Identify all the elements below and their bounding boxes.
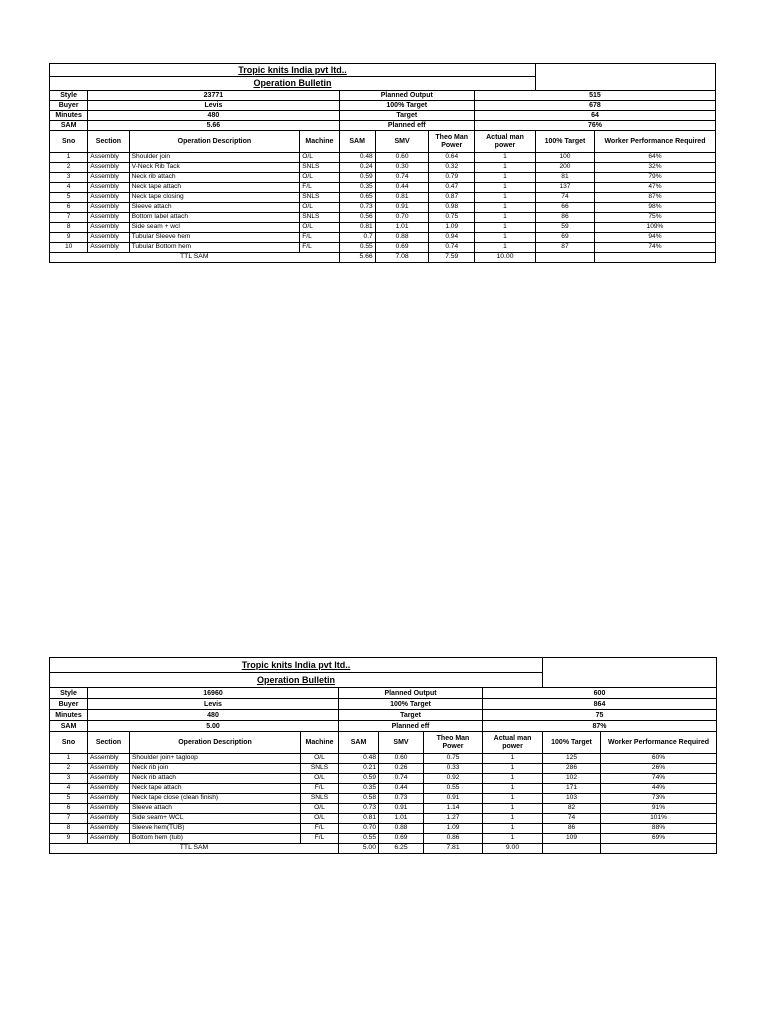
column-header: Sno — [50, 732, 88, 754]
target-100-cell: 286 — [543, 764, 601, 774]
actual-man-power-cell: 1 — [474, 183, 535, 193]
buyer-label: Buyer — [50, 101, 88, 111]
target-100-cell: 87 — [536, 243, 595, 253]
section-cell: Assembly — [88, 804, 130, 814]
worker-performance-cell: 75% — [594, 213, 715, 223]
company-name: Tropic knits India pvt ltd.. — [50, 658, 543, 673]
sam-cell: 0.73 — [339, 203, 375, 213]
worker-performance-cell: 94% — [594, 233, 715, 243]
section-cell: Assembly — [88, 233, 129, 243]
operation-description-cell: Side seam + wcl — [129, 223, 300, 233]
target-100-cell: 74 — [543, 814, 601, 824]
operation-row — [50, 243, 716, 253]
section-cell: Assembly — [88, 834, 130, 844]
total-actual-man-power: 9.00 — [483, 844, 543, 854]
operation-description-cell: Sleeve attach — [130, 804, 301, 814]
target-100-cell: 59 — [536, 223, 595, 233]
smv-cell: 0.91 — [375, 203, 429, 213]
planned-eff-value: 87% — [483, 721, 717, 732]
machine-cell: O/L — [300, 203, 339, 213]
actual-man-power-cell: 1 — [483, 754, 543, 764]
operation-description-cell: Sleeve attach — [129, 203, 300, 213]
operation-description-cell: Neck rib attach — [129, 173, 300, 183]
column-header: Machine — [300, 131, 339, 153]
sno-cell: 8 — [50, 223, 88, 233]
total-blank-cell — [543, 844, 601, 854]
machine-cell: F/L — [300, 243, 339, 253]
machine-cell: SNLS — [301, 764, 339, 774]
worker-performance-cell: 26% — [601, 764, 717, 774]
machine-cell: SNLS — [300, 213, 339, 223]
target-100-value: 678 — [474, 101, 715, 111]
sam-cell: 0.56 — [339, 213, 375, 223]
smv-cell: 0.44 — [375, 183, 429, 193]
theo-man-power-cell: 0.75 — [429, 213, 475, 223]
total-blank-cell — [601, 844, 717, 854]
actual-man-power-cell: 1 — [474, 223, 535, 233]
planned-output-label: Planned Output — [339, 688, 483, 699]
actual-man-power-cell: 1 — [483, 814, 543, 824]
operation-description-cell: Neck rib join — [130, 764, 301, 774]
worker-performance-cell: 79% — [594, 173, 715, 183]
column-header: Sno — [50, 131, 88, 153]
operation-row — [50, 223, 716, 233]
operation-description-cell: Neck rib attach — [130, 774, 301, 784]
target-100-label: 100% Target — [339, 699, 483, 710]
total-blank-cell — [594, 253, 715, 263]
smv-cell: 0.60 — [375, 153, 429, 163]
worker-performance-cell: 73% — [601, 794, 717, 804]
machine-cell: F/L — [300, 233, 339, 243]
total-actual-man-power: 10.00 — [474, 253, 535, 263]
sam-cell: 0.35 — [339, 784, 379, 794]
column-header: Worker Performance Required — [594, 131, 715, 153]
planned-output-value: 515 — [474, 91, 715, 101]
smv-cell: 1.01 — [379, 814, 424, 824]
machine-cell: O/L — [300, 223, 339, 233]
smv-cell: 0.44 — [379, 784, 424, 794]
sno-cell: 6 — [50, 804, 88, 814]
smv-cell: 0.69 — [375, 243, 429, 253]
theo-man-power-cell: 0.91 — [424, 794, 483, 804]
operation-row — [50, 834, 717, 844]
theo-man-power-cell: 0.98 — [429, 203, 475, 213]
worker-performance-cell: 47% — [594, 183, 715, 193]
actual-man-power-cell: 1 — [474, 203, 535, 213]
section-cell: Assembly — [88, 163, 129, 173]
buyer-label: Buyer — [50, 699, 88, 710]
sno-cell: 2 — [50, 764, 88, 774]
smv-cell: 0.69 — [379, 834, 424, 844]
theo-man-power-cell: 0.74 — [429, 243, 475, 253]
operation-description-cell: Bottom hem (tub) — [130, 834, 301, 844]
operation-description-cell: Neck tape attach — [129, 183, 300, 193]
column-header: 100% Target — [536, 131, 595, 153]
operation-row — [50, 233, 716, 243]
operation-row — [50, 824, 717, 834]
operation-description-cell: Tubular Bottom hem — [129, 243, 300, 253]
target-100-cell: 100 — [536, 153, 595, 163]
smv-cell: 0.70 — [375, 213, 429, 223]
sam-cell: 0.24 — [339, 163, 375, 173]
smv-cell: 0.74 — [375, 173, 429, 183]
actual-man-power-cell: 1 — [483, 794, 543, 804]
sam-cell: 0.73 — [339, 804, 379, 814]
smv-cell: 0.73 — [379, 794, 424, 804]
theo-man-power-cell: 0.32 — [429, 163, 475, 173]
style-value: 16960 — [88, 688, 339, 699]
target-100-cell: 200 — [536, 163, 595, 173]
sam-cell: 0.21 — [339, 764, 379, 774]
smv-cell: 1.01 — [375, 223, 429, 233]
machine-cell: O/L — [301, 774, 339, 784]
style-label: Style — [50, 688, 88, 699]
worker-performance-cell: 91% — [601, 804, 717, 814]
theo-man-power-cell: 0.75 — [424, 754, 483, 764]
section-cell: Assembly — [88, 183, 129, 193]
section-cell: Assembly — [88, 223, 129, 233]
target-label: Target — [339, 111, 474, 121]
operation-row — [50, 203, 716, 213]
theo-man-power-cell: 0.87 — [429, 193, 475, 203]
target-100-cell: 82 — [543, 804, 601, 814]
worker-performance-cell: 101% — [601, 814, 717, 824]
operation-row — [50, 193, 716, 203]
smv-cell: 0.74 — [379, 774, 424, 784]
total-smv: 6.25 — [379, 844, 424, 854]
operation-description-cell: Side seam+ WCL — [130, 814, 301, 824]
worker-performance-cell: 98% — [594, 203, 715, 213]
sam-cell: 0.58 — [339, 794, 379, 804]
machine-cell: O/L — [300, 153, 339, 163]
machine-cell: F/L — [301, 784, 339, 794]
minutes-value: 480 — [88, 710, 339, 721]
sno-cell: 6 — [50, 203, 88, 213]
operation-row — [50, 213, 716, 223]
theo-man-power-cell: 1.14 — [424, 804, 483, 814]
machine-cell: O/L — [301, 814, 339, 824]
sno-cell: 9 — [50, 233, 88, 243]
actual-man-power-cell: 1 — [474, 193, 535, 203]
target-100-cell: 69 — [536, 233, 595, 243]
section-cell: Assembly — [88, 754, 130, 764]
sno-cell: 1 — [50, 153, 88, 163]
section-cell: Assembly — [88, 794, 130, 804]
actual-man-power-cell: 1 — [483, 764, 543, 774]
target-100-cell: 86 — [536, 213, 595, 223]
column-header: Actual man power — [483, 732, 543, 754]
column-header: Worker Performance Required — [601, 732, 717, 754]
actual-man-power-cell: 1 — [474, 213, 535, 223]
sno-cell: 3 — [50, 173, 88, 183]
blank-header-cell — [536, 64, 716, 91]
operation-description-cell: Neck tape close (clean finish) — [130, 794, 301, 804]
buyer-value: Levis — [88, 101, 339, 111]
machine-cell: F/L — [300, 183, 339, 193]
blank-header-cell — [543, 658, 717, 688]
worker-performance-cell: 88% — [601, 824, 717, 834]
operation-row — [50, 794, 717, 804]
target-100-cell: 102 — [543, 774, 601, 784]
theo-man-power-cell: 0.64 — [429, 153, 475, 163]
worker-performance-cell: 109% — [594, 223, 715, 233]
sno-cell: 2 — [50, 163, 88, 173]
actual-man-power-cell: 1 — [474, 173, 535, 183]
sam-cell: 0.7 — [339, 233, 375, 243]
sno-cell: 4 — [50, 784, 88, 794]
column-header: SMV — [379, 732, 424, 754]
theo-man-power-cell: 0.79 — [429, 173, 475, 183]
total-sam: 5.66 — [339, 253, 375, 263]
operation-description-cell: Neck tape attach — [130, 784, 301, 794]
sno-cell: 4 — [50, 183, 88, 193]
column-header: SAM — [339, 131, 375, 153]
section-cell: Assembly — [88, 784, 130, 794]
theo-man-power-cell: 0.33 — [424, 764, 483, 774]
column-header: 100% Target — [543, 732, 601, 754]
target-100-cell: 81 — [536, 173, 595, 183]
sam-cell: 0.59 — [339, 774, 379, 784]
machine-cell: O/L — [300, 173, 339, 183]
operation-row — [50, 754, 717, 764]
column-header: Actual man power — [474, 131, 535, 153]
operation-description-cell: Bottom label attach — [129, 213, 300, 223]
smv-cell: 0.30 — [375, 163, 429, 173]
target-100-cell: 103 — [543, 794, 601, 804]
actual-man-power-cell: 1 — [483, 784, 543, 794]
theo-man-power-cell: 0.47 — [429, 183, 475, 193]
worker-performance-cell: 69% — [601, 834, 717, 844]
section-cell: Assembly — [88, 774, 130, 784]
planned-eff-label: Planned eff — [339, 721, 483, 732]
smv-cell: 0.91 — [379, 804, 424, 814]
section-cell: Assembly — [88, 814, 130, 824]
total-theo-man-power: 7.81 — [424, 844, 483, 854]
actual-man-power-cell: 1 — [474, 243, 535, 253]
theo-man-power-cell: 0.92 — [424, 774, 483, 784]
operation-description-cell: Sleeve hem(TUB) — [130, 824, 301, 834]
sam-cell: 0.70 — [339, 824, 379, 834]
section-cell: Assembly — [88, 213, 129, 223]
sam-value: 5.66 — [88, 121, 339, 131]
column-header: Theo Man Power — [429, 131, 475, 153]
planned-eff-label: Planned eff — [339, 121, 474, 131]
worker-performance-cell: 74% — [594, 243, 715, 253]
operation-description-cell: Shoulder join+ tagloop — [130, 754, 301, 764]
sno-cell: 1 — [50, 754, 88, 764]
section-cell: Assembly — [88, 173, 129, 183]
column-header: Section — [88, 131, 129, 153]
planned-eff-value: 76% — [474, 121, 715, 131]
actual-man-power-cell: 1 — [483, 804, 543, 814]
target-value: 64 — [474, 111, 715, 121]
minutes-label: Minutes — [50, 710, 88, 721]
total-blank-cell — [536, 253, 595, 263]
sno-cell: 5 — [50, 193, 88, 203]
operation-description-cell: Neck tape closing — [129, 193, 300, 203]
section-cell: Assembly — [88, 243, 129, 253]
operation-row — [50, 163, 716, 173]
smv-cell: 0.81 — [375, 193, 429, 203]
column-header: Theo Man Power — [424, 732, 483, 754]
sno-cell: 5 — [50, 794, 88, 804]
target-100-cell: 137 — [536, 183, 595, 193]
column-header: SAM — [339, 732, 379, 754]
sno-cell: 10 — [50, 243, 88, 253]
total-theo-man-power: 7.59 — [429, 253, 475, 263]
column-header: Operation Description — [130, 732, 301, 754]
buyer-value: Levis — [88, 699, 339, 710]
machine-cell: O/L — [301, 754, 339, 764]
smv-cell: 0.60 — [379, 754, 424, 764]
total-sam: 5.00 — [339, 844, 379, 854]
column-header: SMV — [375, 131, 429, 153]
column-header: Machine — [301, 732, 339, 754]
operation-row — [50, 173, 716, 183]
column-header: Operation Description — [129, 131, 300, 153]
sam-label: SAM — [50, 721, 88, 732]
company-name: Tropic knits India pvt ltd.. — [50, 64, 536, 77]
actual-man-power-cell: 1 — [483, 824, 543, 834]
target-100-cell: 74 — [536, 193, 595, 203]
operation-description-cell: Tubular Sleeve hem — [129, 233, 300, 243]
actual-man-power-cell: 1 — [483, 834, 543, 844]
sam-cell: 0.35 — [339, 183, 375, 193]
sno-cell: 7 — [50, 213, 88, 223]
sno-cell: 8 — [50, 824, 88, 834]
actual-man-power-cell: 1 — [483, 774, 543, 784]
machine-cell: SNLS — [301, 794, 339, 804]
theo-man-power-cell: 0.94 — [429, 233, 475, 243]
smv-cell: 0.88 — [379, 824, 424, 834]
operation-description-cell: Shoulder join — [129, 153, 300, 163]
bulletin-title: Operation Bulletin — [50, 673, 543, 688]
worker-performance-cell: 74% — [601, 774, 717, 784]
theo-man-power-cell: 0.55 — [424, 784, 483, 794]
worker-performance-cell: 60% — [601, 754, 717, 764]
sam-cell: 0.81 — [339, 223, 375, 233]
actual-man-power-cell: 1 — [474, 233, 535, 243]
style-label: Style — [50, 91, 88, 101]
operation-row — [50, 804, 717, 814]
total-label: TTL SAM — [50, 844, 339, 854]
theo-man-power-cell: 1.09 — [424, 824, 483, 834]
sno-cell: 9 — [50, 834, 88, 844]
worker-performance-cell: 87% — [594, 193, 715, 203]
sam-value: 5.00 — [88, 721, 339, 732]
target-100-cell: 171 — [543, 784, 601, 794]
machine-cell: F/L — [301, 834, 339, 844]
operation-row — [50, 814, 717, 824]
operation-row — [50, 764, 717, 774]
sam-cell: 0.55 — [339, 243, 375, 253]
worker-performance-cell: 44% — [601, 784, 717, 794]
column-header: Section — [88, 732, 130, 754]
theo-man-power-cell: 1.09 — [429, 223, 475, 233]
sam-cell: 0.48 — [339, 153, 375, 163]
minutes-value: 480 — [88, 111, 339, 121]
planned-output-label: Planned Output — [339, 91, 474, 101]
worker-performance-cell: 32% — [594, 163, 715, 173]
sno-cell: 3 — [50, 774, 88, 784]
total-label: TTL SAM — [50, 253, 340, 263]
sam-cell: 0.55 — [339, 834, 379, 844]
machine-cell: F/L — [301, 824, 339, 834]
section-cell: Assembly — [88, 764, 130, 774]
theo-man-power-cell: 0.86 — [424, 834, 483, 844]
target-100-value: 864 — [483, 699, 717, 710]
section-cell: Assembly — [88, 153, 129, 163]
operation-description-cell: V-Neck Rib Tack — [129, 163, 300, 173]
target-100-cell: 109 — [543, 834, 601, 844]
operation-row — [50, 784, 717, 794]
actual-man-power-cell: 1 — [474, 153, 535, 163]
operation-row — [50, 774, 717, 784]
target-100-cell: 86 — [543, 824, 601, 834]
section-cell: Assembly — [88, 203, 129, 213]
sam-cell: 0.59 — [339, 173, 375, 183]
minutes-label: Minutes — [50, 111, 88, 121]
planned-output-value: 600 — [483, 688, 717, 699]
machine-cell: SNLS — [300, 193, 339, 203]
operation-bulletin-table — [49, 63, 716, 263]
smv-cell: 0.26 — [379, 764, 424, 774]
target-100-cell: 66 — [536, 203, 595, 213]
operation-row — [50, 183, 716, 193]
machine-cell: SNLS — [300, 163, 339, 173]
operation-bulletin-table — [49, 657, 717, 854]
sam-cell: 0.81 — [339, 814, 379, 824]
sam-label: SAM — [50, 121, 88, 131]
target-100-cell: 125 — [543, 754, 601, 764]
target-100-label: 100% Target — [339, 101, 474, 111]
target-label: Target — [339, 710, 483, 721]
smv-cell: 0.88 — [375, 233, 429, 243]
operation-row — [50, 153, 716, 163]
worker-performance-cell: 64% — [594, 153, 715, 163]
section-cell: Assembly — [88, 824, 130, 834]
sam-cell: 0.48 — [339, 754, 379, 764]
section-cell: Assembly — [88, 193, 129, 203]
target-value: 75 — [483, 710, 717, 721]
sno-cell: 7 — [50, 814, 88, 824]
actual-man-power-cell: 1 — [474, 163, 535, 173]
total-smv: 7.08 — [375, 253, 429, 263]
sam-cell: 0.65 — [339, 193, 375, 203]
theo-man-power-cell: 1.27 — [424, 814, 483, 824]
machine-cell: O/L — [301, 804, 339, 814]
bulletin-title: Operation Bulletin — [50, 77, 536, 91]
style-value: 23771 — [88, 91, 339, 101]
